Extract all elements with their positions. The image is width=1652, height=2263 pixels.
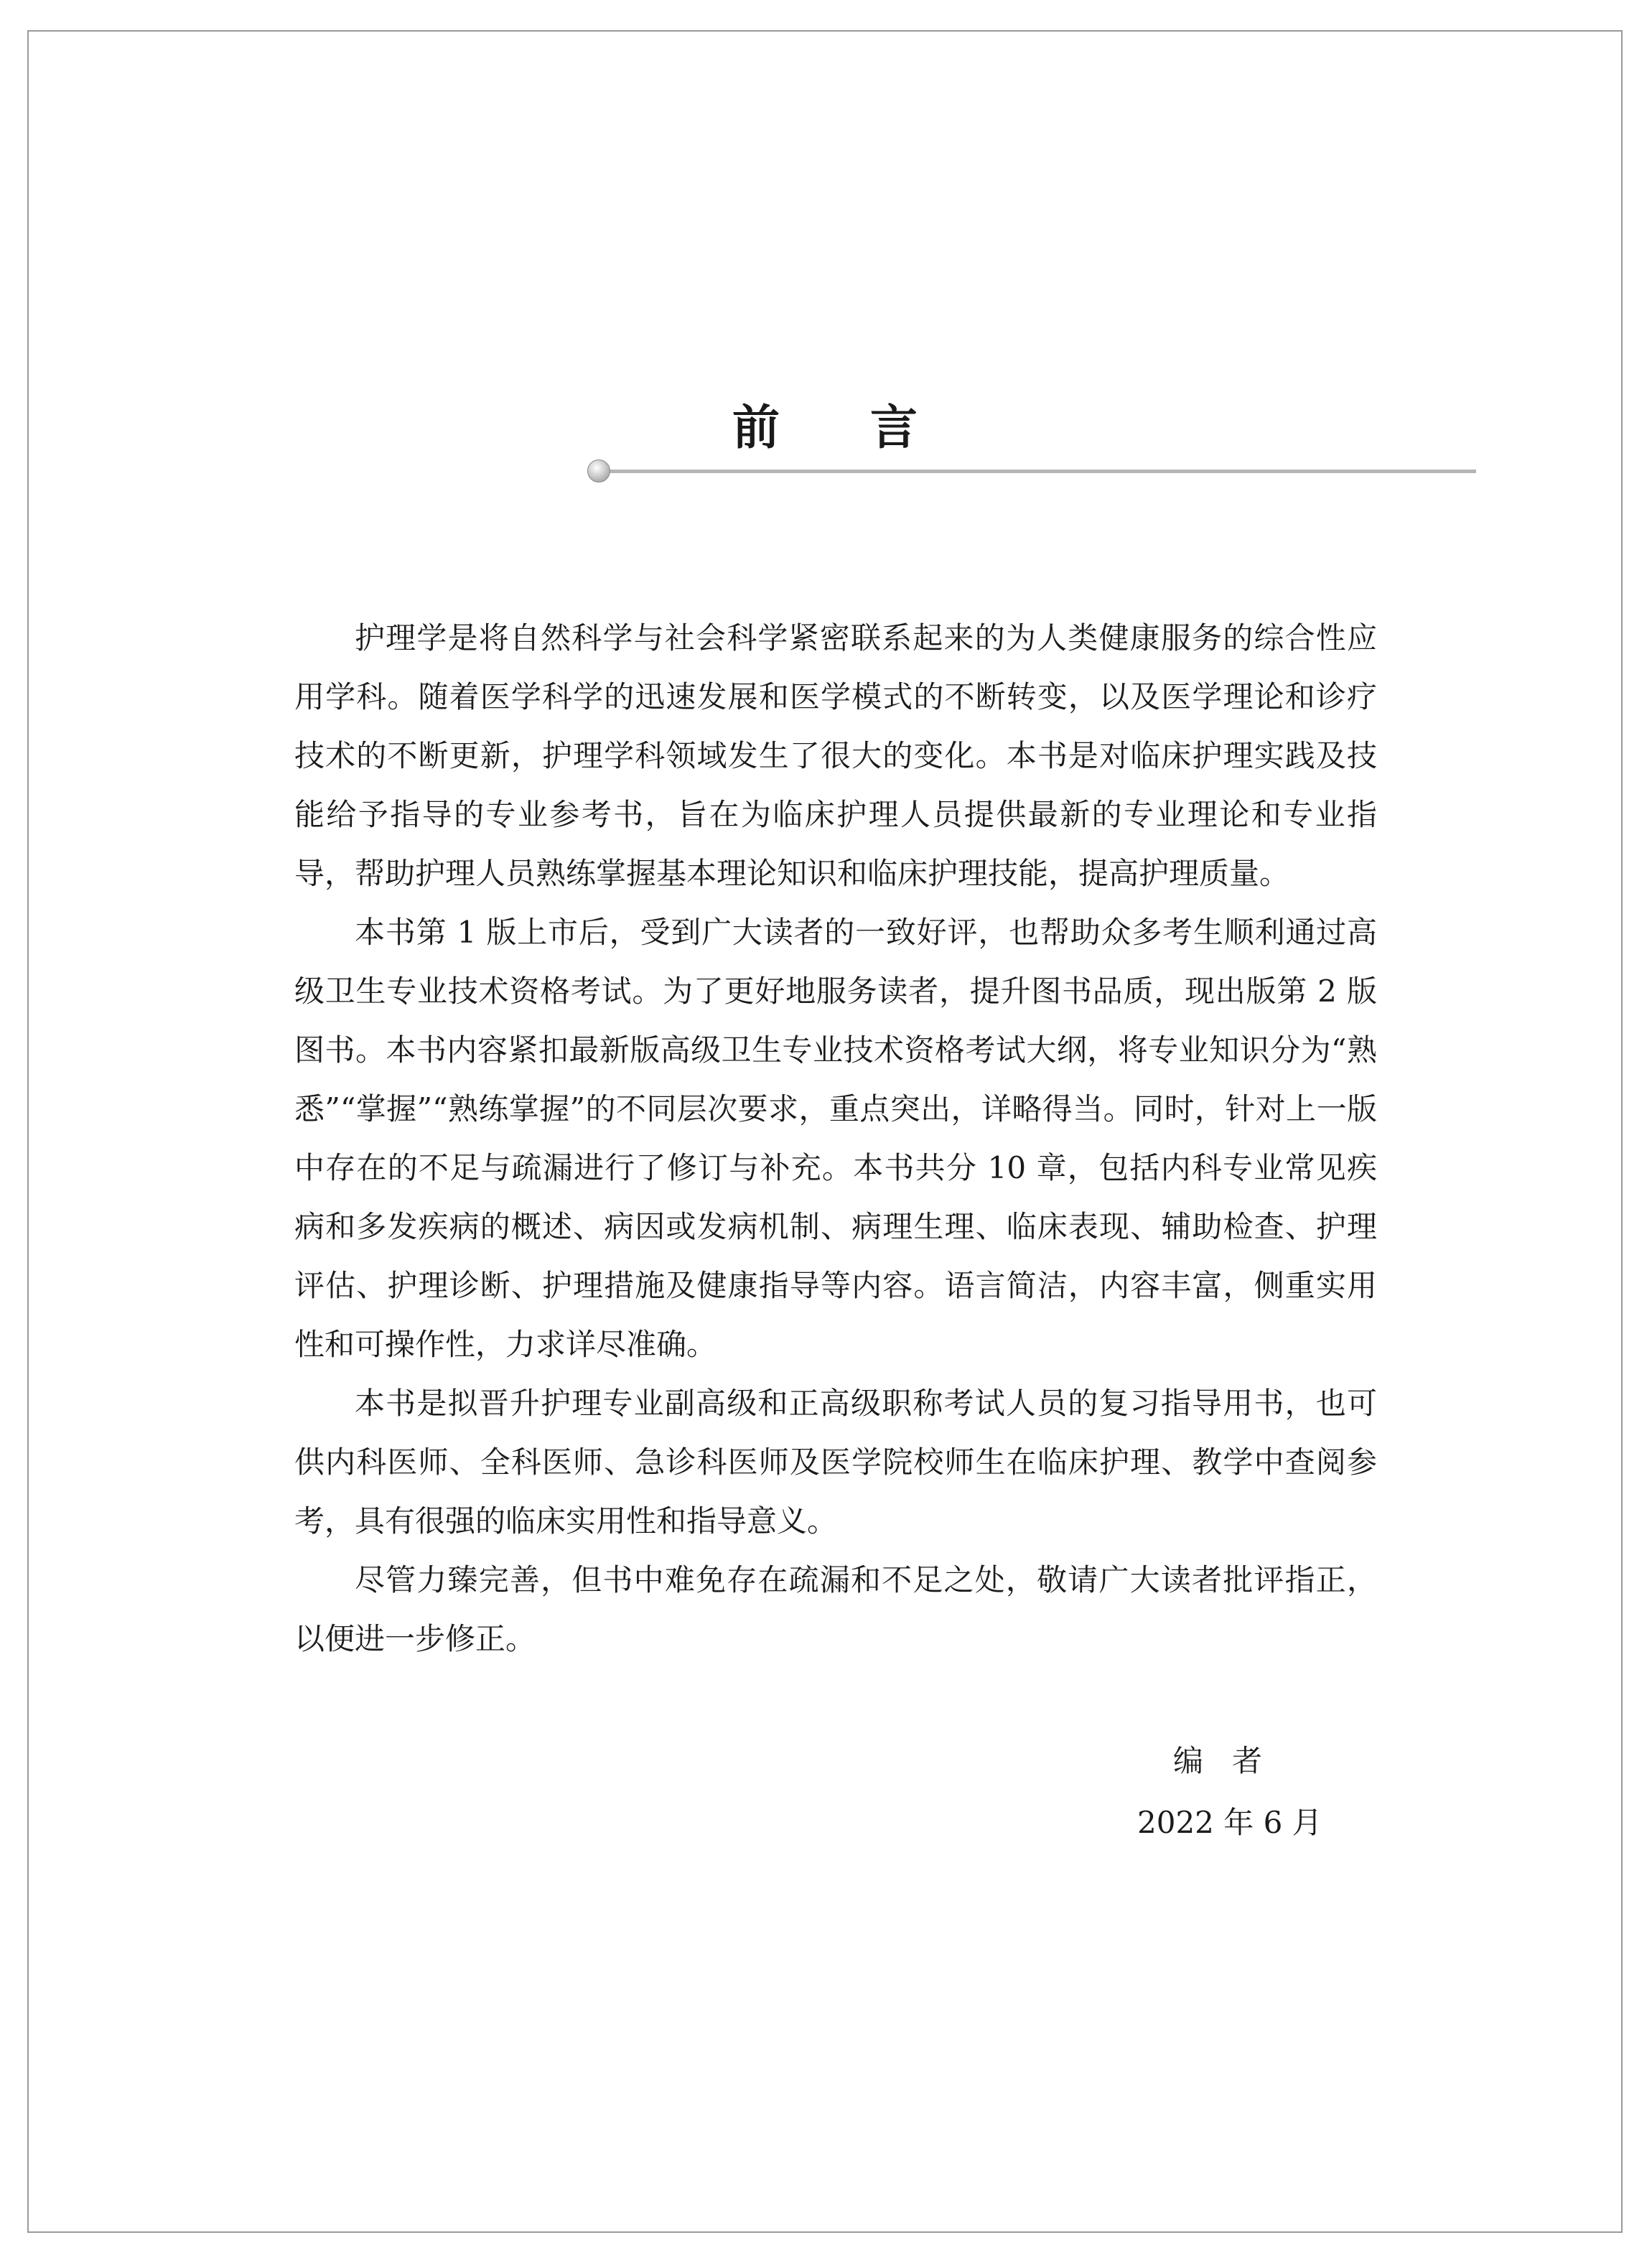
paragraph-3: 本书是拟晋升护理专业副高级和正高级职称考试人员的复习指导用书，也可供内科医师、全科医师、急诊科医师及医学院校师生在临床护理、教学中查阅参考，具有很强的临床实用性和指导意义。 bbox=[294, 1386, 1377, 1539]
paragraph-2: 本书第 1 版上市后，受到广大读者的一致好评，也帮助众多考生顺利通过高级卫生专业技术资格考试。为了更好地服务读者，提升图书品质，现出版第 2 版图书。本书内容紧扣最新版高级卫生专业技术资格考试大纲，将专业知识分为“熟悉”“掌握”“熟练掌握”的不同层次要求，重点突出，详略得当。同时，针对上一版中存在的不足与疏漏进行了修订与补充。本书共分 10 章，包括内科专业常见疾病和多发疾病的概述、病因或发病机制、病理生理、临床表现、辅助检查、护理评估、护理诊断、护理措施及健康指导等内容。语言简洁，内容丰富，侧重实用性和可操作性，力求详尽准确。 bbox=[294, 915, 1377, 1362]
signature-date: 2022 年 6 月 bbox=[1137, 1805, 1322, 1840]
signature-block bbox=[1121, 1730, 1337, 1854]
paragraph-4: 尽管力臻完善，但书中难免存在疏漏和不足之处，敬请广大读者批评指正，以便进一步修正。 bbox=[294, 1562, 1377, 1656]
title-char-1: 前 bbox=[732, 399, 780, 455]
paragraph-1: 护理学是将自然科学与社会科学紧密联系起来的为人类健康服务的综合性应用学科。随着医学科学的迅速发展和医学模式的不断转变，以及医学理论和诊疗技术的不断更新，护理学科领域发生了很大的变化。本书是对临床护理实践及技能给予指导的专业参考书，旨在为临床护理人员提供最新的专业理论和专业指导，帮助护理人员熟练掌握基本理论知识和临床护理技能，提高护理质量。 bbox=[294, 620, 1377, 891]
signature-author: 编者 bbox=[1173, 1743, 1292, 1778]
title-bullet-dot bbox=[587, 459, 610, 482]
title-underline bbox=[602, 470, 1476, 473]
preface-body bbox=[294, 609, 1377, 1669]
title-char-2: 言 bbox=[870, 399, 918, 455]
page-title bbox=[732, 388, 948, 467]
